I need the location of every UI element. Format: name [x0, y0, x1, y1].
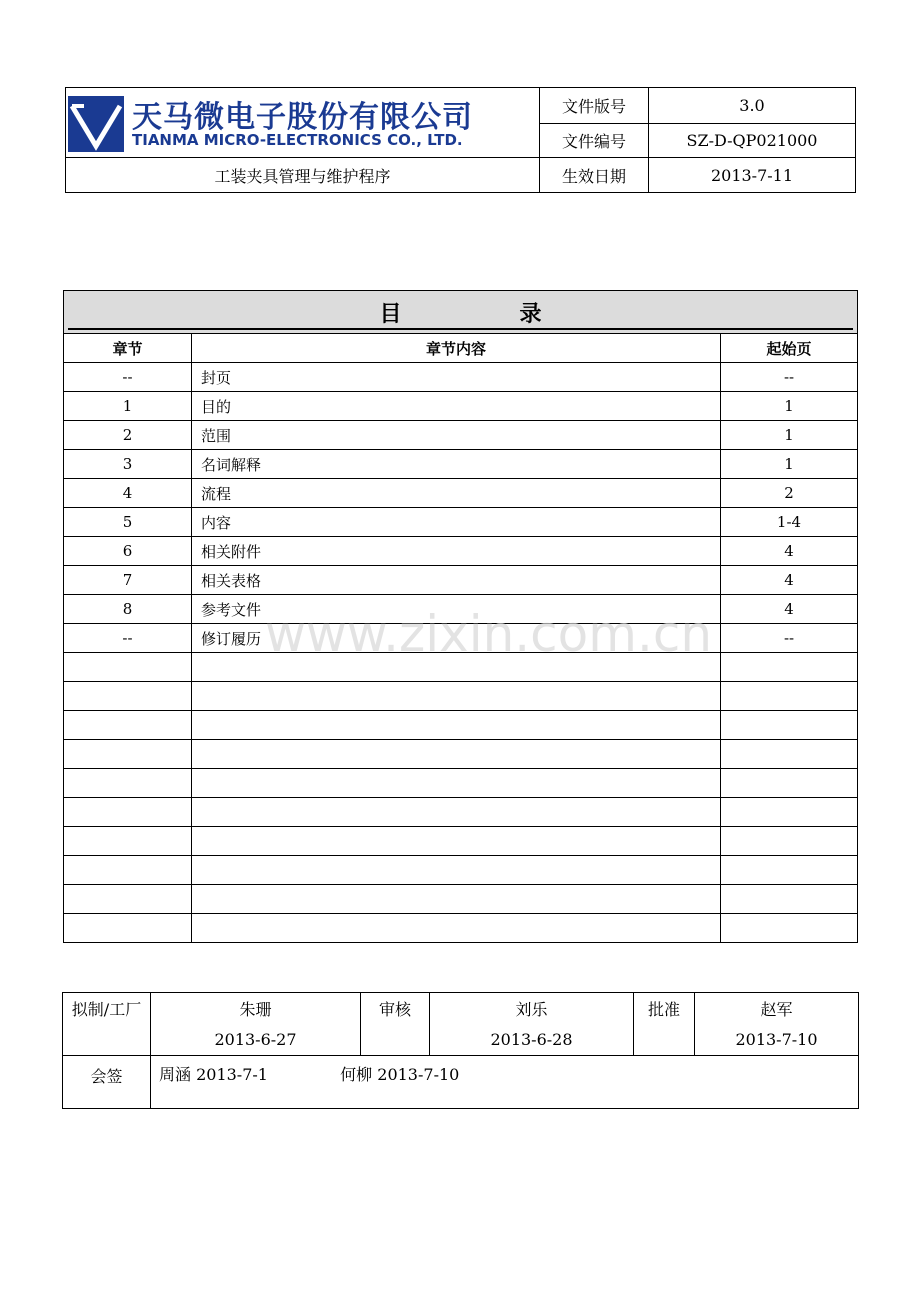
number-value: SZ-D-QP021000	[649, 124, 856, 158]
company-name-en: TIANMA MICRO-ELECTRONICS CO., LTD.	[132, 131, 463, 149]
approve-label: 批准	[634, 993, 695, 1056]
empty-row	[64, 914, 858, 943]
empty-row	[64, 827, 858, 856]
table-row	[64, 624, 858, 653]
chapter-cell: 4	[64, 479, 192, 508]
chapter-cell: 3	[64, 450, 192, 479]
content-cell: 名词解释	[192, 450, 721, 479]
date-label: 生效日期	[540, 158, 649, 193]
empty-row	[64, 740, 858, 769]
col-chapter-header: 章节	[64, 334, 192, 363]
number-label: 文件编号	[540, 124, 649, 158]
content-cell: 目的	[192, 392, 721, 421]
content-cell: 参考文件	[192, 595, 721, 624]
chapter-cell: 6	[64, 537, 192, 566]
toc-table	[63, 290, 858, 943]
review-date: 2013-6-28	[490, 1030, 573, 1049]
countersign-1: 周涵 2013-7-1	[159, 1065, 268, 1084]
page-cell: 4	[721, 595, 858, 624]
approve-name: 赵军	[760, 1000, 793, 1019]
content-cell: 相关附件	[192, 537, 721, 566]
page-cell: 4	[721, 537, 858, 566]
approve-date: 2013-7-10	[735, 1030, 818, 1049]
draft-label: 拟制/工厂	[63, 993, 151, 1056]
countersign-2: 何柳 2013-7-10	[340, 1065, 460, 1084]
page-cell: --	[721, 363, 858, 392]
empty-row	[64, 711, 858, 740]
approve-cell	[695, 993, 859, 1056]
content-cell: 封页	[192, 363, 721, 392]
table-row	[64, 595, 858, 624]
page-cell: 1-4	[721, 508, 858, 537]
page-cell: 4	[721, 566, 858, 595]
empty-row	[64, 856, 858, 885]
table-row	[64, 363, 858, 392]
watermark: www.zixin.com.cn	[265, 605, 713, 663]
content-cell: 内容	[192, 508, 721, 537]
tianma-logo-icon	[68, 96, 124, 152]
chapter-cell: 1	[64, 392, 192, 421]
empty-row	[64, 769, 858, 798]
table-row	[64, 392, 858, 421]
empty-row	[64, 885, 858, 914]
table-row	[64, 479, 858, 508]
chapter-cell: 8	[64, 595, 192, 624]
content-cell: 相关表格	[192, 566, 721, 595]
page-cell: 1	[721, 392, 858, 421]
draft-date: 2013-6-27	[214, 1030, 297, 1049]
col-page-header: 起始页	[721, 334, 858, 363]
company-name-cn: 天马微电子股份有限公司	[132, 100, 473, 135]
document-header-table	[65, 87, 856, 193]
chapter-cell: --	[64, 624, 192, 653]
content-cell: 修订履历	[192, 624, 721, 653]
col-content-header: 章节内容	[192, 334, 721, 363]
draft-cell	[151, 993, 361, 1056]
title-underline	[68, 328, 853, 330]
chapter-cell: 7	[64, 566, 192, 595]
empty-row	[64, 653, 858, 682]
draft-name: 朱珊	[239, 1000, 272, 1019]
date-value: 2013-7-11	[649, 158, 856, 193]
version-label: 文件版号	[540, 88, 649, 124]
table-row	[64, 566, 858, 595]
table-row	[64, 508, 858, 537]
logo-cell	[66, 88, 540, 158]
empty-row	[64, 798, 858, 827]
toc-title: 目录	[379, 301, 660, 327]
review-label: 审核	[361, 993, 430, 1056]
countersign-label: 会签	[63, 1056, 151, 1109]
review-name: 刘乐	[515, 1000, 548, 1019]
table-row	[64, 450, 858, 479]
review-cell	[430, 993, 634, 1056]
content-cell: 流程	[192, 479, 721, 508]
content-cell: 范围	[192, 421, 721, 450]
page-cell: 1	[721, 421, 858, 450]
page-cell: 2	[721, 479, 858, 508]
approval-table	[62, 992, 859, 1109]
empty-row	[64, 682, 858, 711]
toc-title-cell	[64, 291, 858, 334]
page-cell: --	[721, 624, 858, 653]
chapter-cell: --	[64, 363, 192, 392]
doc-title: 工装夹具管理与维护程序	[66, 158, 540, 193]
chapter-cell: 2	[64, 421, 192, 450]
table-row	[64, 421, 858, 450]
countersign-cell	[151, 1056, 859, 1109]
page-cell: 1	[721, 450, 858, 479]
chapter-cell: 5	[64, 508, 192, 537]
version-value: 3.0	[649, 88, 856, 124]
table-row	[64, 537, 858, 566]
